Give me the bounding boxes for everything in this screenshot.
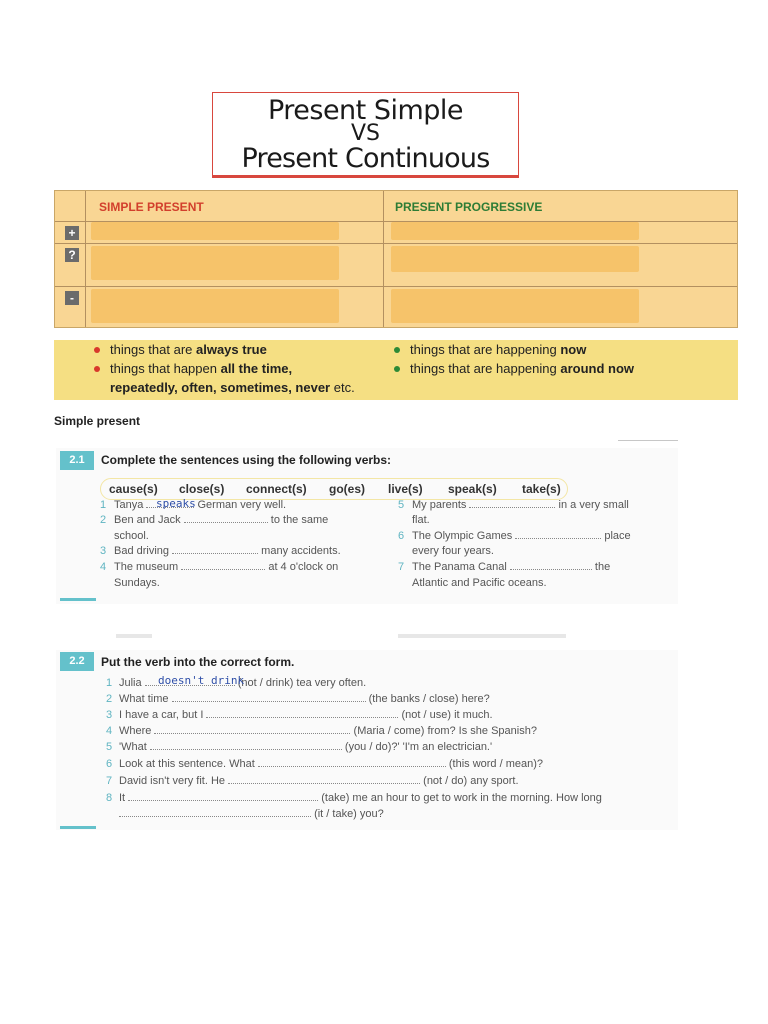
exercise1-item-7[interactable]: The Panama Canal the: [412, 561, 611, 573]
column-header-present-progressive: PRESENT PROGRESSIVE: [395, 200, 543, 214]
bullet-icon: [94, 366, 100, 372]
exercise1-item-4[interactable]: The museum at 4 o'clock on: [114, 561, 339, 573]
exercise1-item-5-cont: flat.: [412, 514, 430, 526]
item-number: 6: [106, 758, 113, 770]
exercise-instruction: Complete the sentences using the following verbs:: [101, 453, 392, 467]
plus-icon: +: [65, 226, 79, 240]
use-progressive-2: things that are happening around now: [410, 361, 635, 376]
title-line-1: Present Simple: [267, 95, 464, 126]
exercise2-item-6[interactable]: Look at this sentence. What (this word / mean)?: [119, 758, 544, 770]
title-line-2: VS: [350, 121, 380, 146]
cell-simple-negative: [91, 289, 339, 323]
use-simple-2: things that happen all the time,: [110, 361, 293, 376]
item-number: 1: [100, 499, 107, 511]
exercise1-item-7-cont: Atlantic and Pacific oceans.: [412, 577, 547, 589]
exercise2-item-1: Julia (not / drink) tea very often.: [119, 677, 367, 689]
item-number: 2: [100, 514, 107, 526]
teal-marker: [60, 598, 96, 601]
scan-artifact: [116, 634, 152, 638]
exercise1-item-3[interactable]: Bad driving many accidents.: [114, 545, 341, 557]
cell-simple-question: [91, 246, 339, 280]
handwritten-answer: doesn't drink: [158, 674, 245, 687]
bullet-icon: [394, 366, 400, 372]
exercise2-item-8-cont[interactable]: (it / take) you?: [119, 808, 384, 820]
verb-option: connect(s): [246, 482, 307, 496]
verb-option: go(es): [329, 482, 365, 496]
item-number: 4: [100, 561, 107, 573]
verb-option: close(s): [179, 482, 225, 496]
bullet-icon: [394, 347, 400, 353]
comparison-table: [54, 190, 738, 328]
divider: [618, 440, 678, 441]
exercise2-item-2[interactable]: What time (the banks / close) here?: [119, 693, 490, 705]
use-progressive-1: things that are happening now: [410, 342, 587, 357]
item-number: 3: [106, 709, 113, 721]
item-number: 3: [100, 545, 107, 557]
exercise1-item-6-cont: every four years.: [412, 545, 494, 557]
verb-option: speak(s): [448, 482, 497, 496]
item-number: 1: [106, 677, 113, 689]
cell-progressive-question: [391, 246, 639, 272]
exercise-number-badge: 2.2: [60, 652, 94, 671]
scan-artifact: [398, 634, 566, 638]
exercise-instruction: Put the verb into the correct form.: [101, 655, 295, 669]
item-number: 5: [106, 741, 113, 753]
item-number: 6: [398, 530, 405, 542]
exercise1-item-2[interactable]: Ben and Jack to the same: [114, 514, 329, 526]
exercise1-item-1: Tanya German very well.: [114, 499, 287, 511]
cell-progressive-negative: [391, 289, 639, 323]
exercise2-item-8[interactable]: It (take) me an hour to get to work in the morning. How long: [119, 792, 602, 804]
item-number: 7: [398, 561, 405, 573]
exercise1-item-2-cont: school.: [114, 530, 149, 542]
item-number: 7: [106, 775, 113, 787]
item-number: 4: [106, 725, 113, 737]
cell-simple-affirmative: [91, 222, 339, 240]
section-label: Simple present: [54, 414, 141, 428]
usage-panel: [54, 340, 738, 400]
exercise-2-1: [56, 448, 678, 604]
item-number: 5: [398, 499, 405, 511]
minus-icon: -: [65, 291, 79, 305]
title-line-3: Present Continuous: [241, 143, 490, 174]
exercise1-item-5[interactable]: My parents in a very small: [412, 499, 629, 511]
use-simple-1: things that are always true: [110, 342, 267, 357]
use-simple-3: repeatedly, often, sometimes, never etc.: [110, 380, 355, 395]
cell-progressive-affirmative: [391, 222, 639, 240]
exercise2-item-7[interactable]: David isn't very fit. He (not / do) any sport.: [119, 775, 519, 787]
handwritten-answer: speaks: [156, 497, 196, 510]
exercise2-item-3[interactable]: I have a car, but I (not / use) it much.: [119, 709, 493, 721]
verb-option: live(s): [388, 482, 423, 496]
exercise-2-2: [56, 650, 678, 830]
item-number: 2: [106, 693, 113, 705]
item-number: 8: [106, 792, 113, 804]
bullet-icon: [94, 347, 100, 353]
exercise2-item-5[interactable]: 'What (you / do)?' 'I'm an electrician.': [119, 741, 493, 753]
exercise1-item-6[interactable]: The Olympic Games place: [412, 530, 631, 542]
teal-marker: [60, 826, 96, 829]
exercise2-item-4[interactable]: Where (Maria / come) from? Is she Spanish?: [119, 725, 537, 737]
worksheet-title: [212, 92, 519, 178]
verb-option: take(s): [522, 482, 561, 496]
column-header-simple-present: SIMPLE PRESENT: [99, 200, 204, 214]
verb-option: cause(s): [109, 482, 158, 496]
exercise-number-badge: 2.1: [60, 451, 94, 470]
question-icon: ?: [65, 248, 79, 262]
exercise1-item-4-cont: Sundays.: [114, 577, 160, 589]
